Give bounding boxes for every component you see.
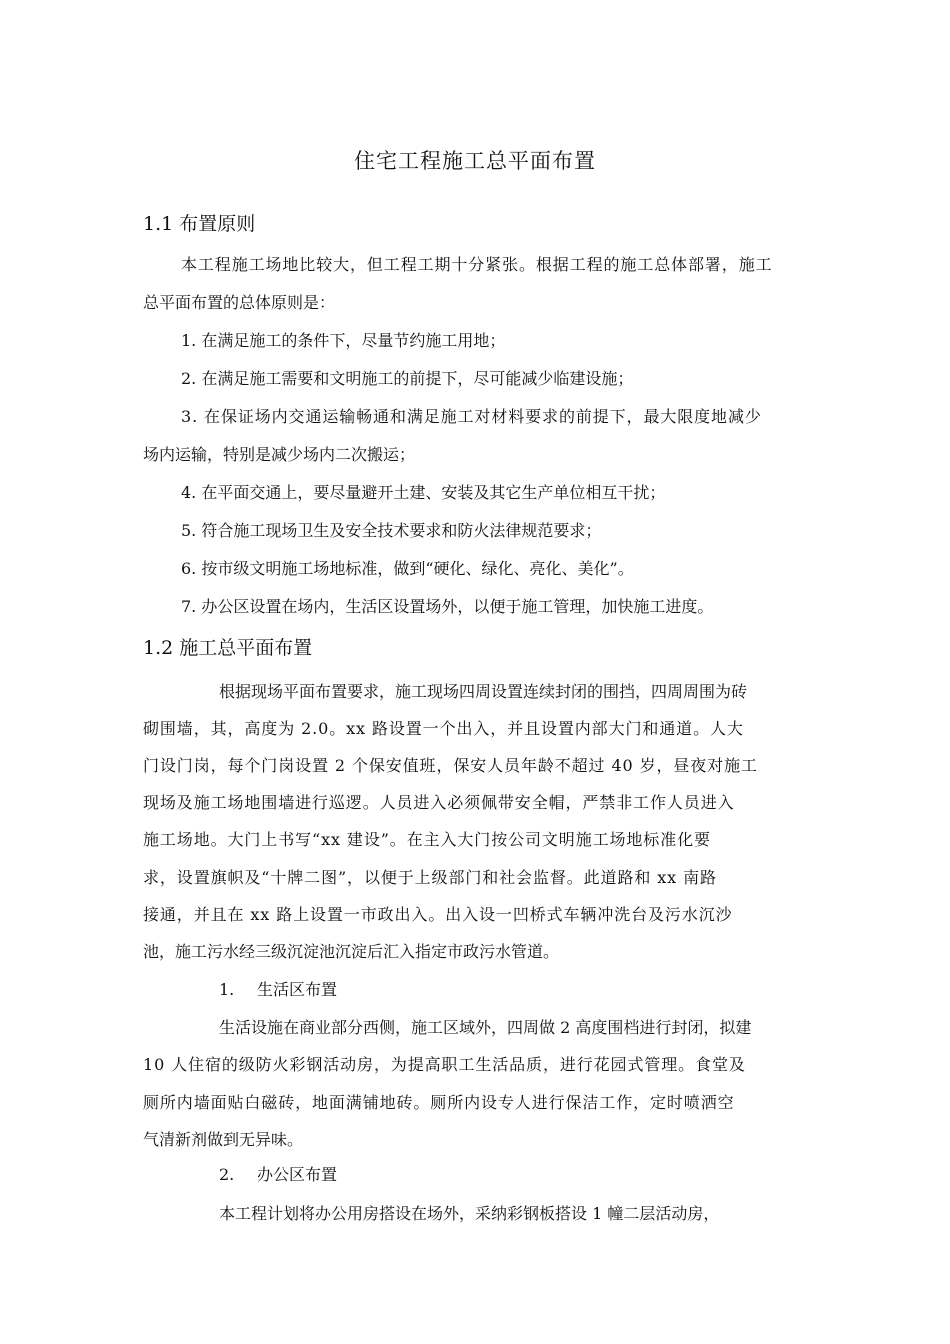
subheading-number: 1. bbox=[219, 980, 235, 999]
paragraph-line: 施工场地。大门上书写“xx 建设”。在主入大门按公司文明施工场地标准化要 bbox=[143, 830, 711, 849]
paragraph-line: 门设门岗，每个门岗设置 2 个保安值班，保安人员年龄不超过 40 岁，昼夜对施工 bbox=[143, 756, 758, 775]
list-item: 1. 在满足施工的条件下，尽量节约施工用地； bbox=[181, 331, 506, 350]
document-title: 住宅工程施工总平面布置 bbox=[354, 149, 596, 173]
paragraph-line: 现场及施工场地围墙进行巡逻。人员进入必须佩带安全帽，严禁非工作人员进入 bbox=[143, 793, 735, 812]
list-item: 6. 按市级文明施工场地标准，做到“硬化、绿化、亮化、美化”。 bbox=[181, 559, 634, 578]
paragraph-line: 根据现场平面布置要求，施工现场四周设置连续封闭的围挡，四周周围为砖 bbox=[219, 682, 748, 701]
section-heading-1-2: 1.2 施工总平面布置 bbox=[143, 637, 313, 659]
paragraph-line: 厕所内墙面贴白磁砖，地面满铺地砖。厕所内设专人进行保洁工作，定时喷洒空 bbox=[143, 1093, 735, 1112]
paragraph-line: 砌围墙，其，高度为 2.0。xx 路设置一个出入，并且设置内部大门和通道。人大 bbox=[143, 719, 744, 738]
subheading-number: 2. bbox=[219, 1165, 235, 1184]
list-item: 3. 在保证场内交通运输畅通和满足施工对材料要求的前提下，最大限度地减少 bbox=[181, 407, 762, 426]
subheading-label: 办公区布置 bbox=[257, 1165, 338, 1184]
paragraph-line: 本工程计划将办公用房搭设在场外，采纳彩钢板搭设 1 幢二层活动房， bbox=[219, 1204, 720, 1223]
paragraph-line: 池，施工污水经三级沉淀池沉淀后汇入指定市政污水管道。 bbox=[143, 942, 560, 961]
subheading-living-area bbox=[219, 978, 337, 1002]
list-item: 7. 办公区设置在场内，生活区设置场外，以便于施工管理，加快施工进度。 bbox=[181, 597, 714, 616]
paragraph-line: 10 人住宿的级防火彩钢活动房，为提高职工生活品质，进行花园式管理。食堂及 bbox=[143, 1055, 746, 1074]
list-item: 5. 符合施工现场卫生及安全技术要求和防火法律规范要求； bbox=[181, 521, 602, 540]
subheading-label: 生活区布置 bbox=[257, 980, 338, 999]
list-item: 2. 在满足施工需要和文明施工的前提下，尽可能减少临建设施； bbox=[181, 369, 634, 388]
paragraph-line: 接通，并且在 xx 路上设置一市政出入。出入设一凹桥式车辆冲洗台及污水沉沙 bbox=[143, 905, 733, 924]
list-item: 4. 在平面交通上，要尽量避开土建、安装及其它生产单位相互干扰； bbox=[181, 483, 666, 502]
paragraph-line: 总平面布置的总体原则是： bbox=[143, 293, 336, 312]
section-heading-1-1: 1.1 布置原则 bbox=[143, 213, 256, 235]
paragraph-line: 气清新剂做到无异味。 bbox=[143, 1130, 304, 1149]
paragraph-line: 本工程施工场地比较大，但工程工期十分紧张。根据工程的施工总体部署，施工 bbox=[181, 255, 773, 274]
paragraph-line: 求，设置旗帜及“十牌二图”，以便于上级部门和社会监督。此道路和 xx 南路 bbox=[143, 868, 717, 887]
list-item-continuation: 场内运输，特别是减少场内二次搬运； bbox=[143, 445, 416, 464]
paragraph-line: 生活设施在商业部分西侧，施工区域外，四周做 2 高度围档进行封闭，拟建 bbox=[219, 1018, 752, 1037]
subheading-office-area bbox=[219, 1163, 337, 1187]
